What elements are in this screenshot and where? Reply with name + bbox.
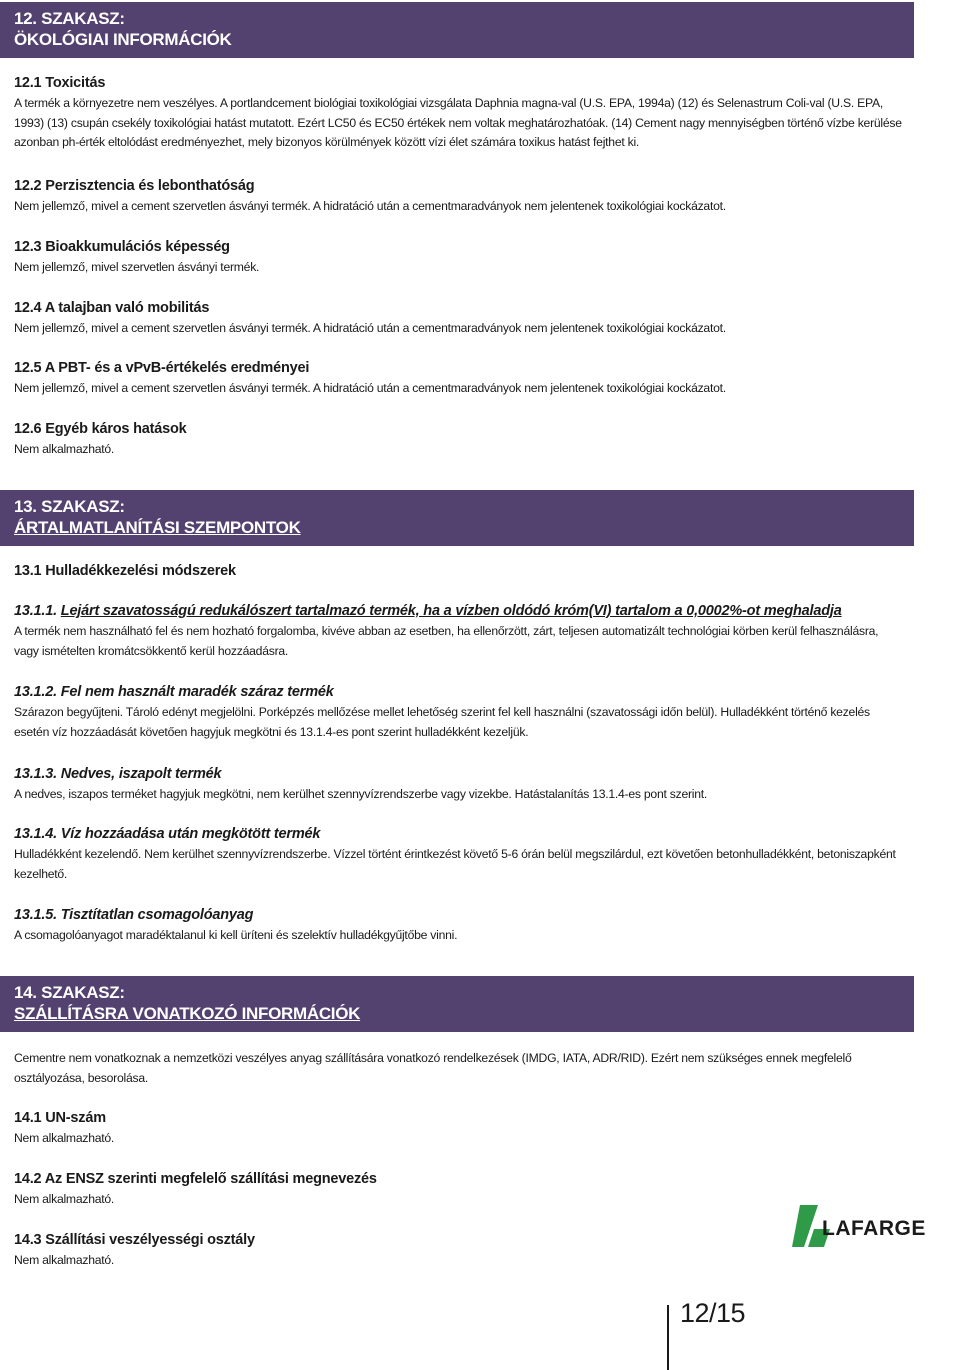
heading-12-2: 12.2 Perzisztencia és lebonthatóság — [14, 178, 255, 194]
text-13-1-1: A termék nem használható fel és nem hozható forgalomba, kivéve abban az esetben, ha ellenőrzött, zárt, teljesen automatizált technológiai körben kerül felhasználásra, vagy ismételten kromátcsökkentő kerül hozzáadásra. — [14, 624, 879, 658]
section-13-1-2 — [14, 683, 904, 742]
text-14-3: Nem alkalmazható. — [14, 1253, 115, 1267]
section-13-1-3 — [14, 765, 904, 805]
heading-13-1-1-title: Lejárt szavatosságú redukálószert tartalmazó termék, ha a vízben oldódó króm(VI) tartalom a 0,0002%-ot meghaladja — [60, 603, 842, 619]
text-12-5: Nem jellemző, mivel a cement szervetlen ásványi termék. A hidratáció után a cementmaradványok nem jelentenek toxikológiai kockázatot. — [14, 381, 726, 395]
heading-12-1: 12.1 Toxicitás — [14, 75, 106, 91]
section-14-3 — [14, 1231, 904, 1271]
heading-12-3: 12.3 Bioakkumulációs képesség — [14, 239, 230, 255]
text-12-4: Nem jellemző, mivel a cement szervetlen ásványi termék. A hidratáció után a cementmaradványok nem jelentenek toxikológiai kockázatot. — [14, 321, 726, 335]
section-13-header — [0, 490, 914, 546]
section-12-5 — [14, 359, 904, 399]
section-13-1-4 — [14, 825, 904, 884]
section-12-2 — [14, 177, 904, 217]
heading-13-1-1-number: 13.1.1. — [14, 603, 61, 619]
heading-12-6: 12.6 Egyéb káros hatások — [14, 421, 187, 437]
heading-14-3: 14.3 Szállítási veszélyességi osztály — [14, 1232, 255, 1248]
section-12-3 — [14, 238, 904, 278]
section-14-2 — [14, 1170, 904, 1210]
section-14-number: 14. SZAKASZ: — [14, 983, 125, 1002]
section-12-header — [0, 2, 914, 58]
text-13-1-4: Hulladékként kezelendő. Nem kerülhet szennyvízrendszerbe. Vízzel történt érintkezést követő 5-6 órán belül megszilárdul, ezt követően betonhulladékként, betoniszapként kezelhető. — [14, 847, 896, 881]
section-14-header — [0, 976, 914, 1032]
section-14-1 — [14, 1109, 904, 1149]
section-12-number: 12. SZAKASZ: — [14, 9, 125, 28]
heading-13-1-2: 13.1.2. Fel nem használt maradék száraz termék — [14, 684, 334, 700]
heading-14-2: 14.2 Az ENSZ szerinti megfelelő szállítási megnevezés — [14, 1171, 377, 1187]
text-13-1-2: Szárazon begyűjteni. Tároló edényt megjelölni. Porképzés mellőzése mellet lehetőség szerint fel kell használni (szavatossági időn belül). Hulladékként történő kezelés esetén víz hozzáadását követően hagyjuk megkötni és 13.1.4-es pont szerint hulladékként kezeljük. — [14, 705, 870, 739]
section-13-title: ÁRTALMATLANÍTÁSI SZEMPONTOK — [14, 518, 301, 537]
heading-14-1: 14.1 UN-szám — [14, 1110, 106, 1126]
heading-13-1-3: 13.1.3. Nedves, iszapolt termék — [14, 766, 222, 782]
logo-text: LAFARGE — [822, 1217, 926, 1240]
section-13-1 — [14, 562, 904, 580]
heading-12-5: 12.5 A PBT- és a vPvB-értékelés eredményei — [14, 360, 310, 376]
section-12-4 — [14, 299, 904, 339]
text-14-1: Nem alkalmazható. — [14, 1131, 115, 1145]
section-13-1-5 — [14, 906, 904, 946]
heading-13-1-4: 13.1.4. Víz hozzáadása után megkötött termék — [14, 826, 321, 842]
heading-13-1-5: 13.1.5. Tisztítatlan csomagolóanyag — [14, 907, 254, 923]
page-number-divider — [667, 1305, 669, 1370]
text-12-1: A termék a környezetre nem veszélyes. A portlandcement biológiai toxikológiai vizsgálata Daphnia magna-val (U.S. EPA, 1994a) (12) és Selenastrum Coli-val (U.S. EPA, 1993) (13) csupán csekély toxikológiai hatást mutatott. Ezért LC50 és EC50 értékek nem voltak meghatározhatóak. (14) Cement nagy mennyiségben történő vízbe kerülése azonban ph-érték eltolódást eredményezhet, mely bizonyos körülmények között vízi élet számára toxikus hatást fejthet ki. — [14, 96, 902, 149]
heading-13-1-1 — [14, 602, 904, 620]
section-14-title: SZÁLLÍTÁSRA VONATKOZÓ INFORMÁCIÓK — [14, 1004, 361, 1023]
section-12-1 — [14, 74, 904, 153]
section-13-number: 13. SZAKASZ: — [14, 497, 125, 516]
lafarge-logo — [792, 1205, 940, 1247]
heading-12-4: 12.4 A talajban való mobilitás — [14, 300, 210, 316]
text-13-1-5: A csomagolóanyagot maradéktalanul ki kell üríteni és szelektív hulladékgyűjtőbe vinni. — [14, 928, 458, 942]
text-12-6: Nem alkalmazható. — [14, 442, 115, 456]
section-14-intro — [14, 1047, 904, 1088]
text-14-2: Nem alkalmazható. — [14, 1192, 115, 1206]
text-13-1-3: A nedves, iszapos terméket hagyjuk megkötni, nem kerülhet szennyvízrendszerbe vagy vizekbe. Hatástalanítás 13.1.4-es pont szerint. — [14, 787, 708, 801]
section-13-1-1 — [14, 602, 904, 661]
text-12-2: Nem jellemző, mivel a cement szervetlen ásványi termék. A hidratáció után a cementmaradványok nem jelentenek toxikológiai kockázatot. — [14, 199, 726, 213]
text-12-3: Nem jellemző, mivel szervetlen ásványi termék. — [14, 260, 260, 274]
page-number: 12/15 — [680, 1298, 746, 1328]
text-14-intro: Cementre nem vonatkoznak a nemzetközi veszélyes anyag szállítására vonatkozó rendelkezések (IMDG, IATA, ADR/RID). Ezért nem szükséges ennek megfelelő osztályozása, besorolása. — [14, 1051, 852, 1085]
section-12-6 — [14, 420, 904, 460]
section-12-title: ÖKOLÓGIAI INFORMÁCIÓK — [14, 30, 232, 49]
heading-13-1: 13.1 Hulladékkezelési módszerek — [14, 563, 236, 579]
